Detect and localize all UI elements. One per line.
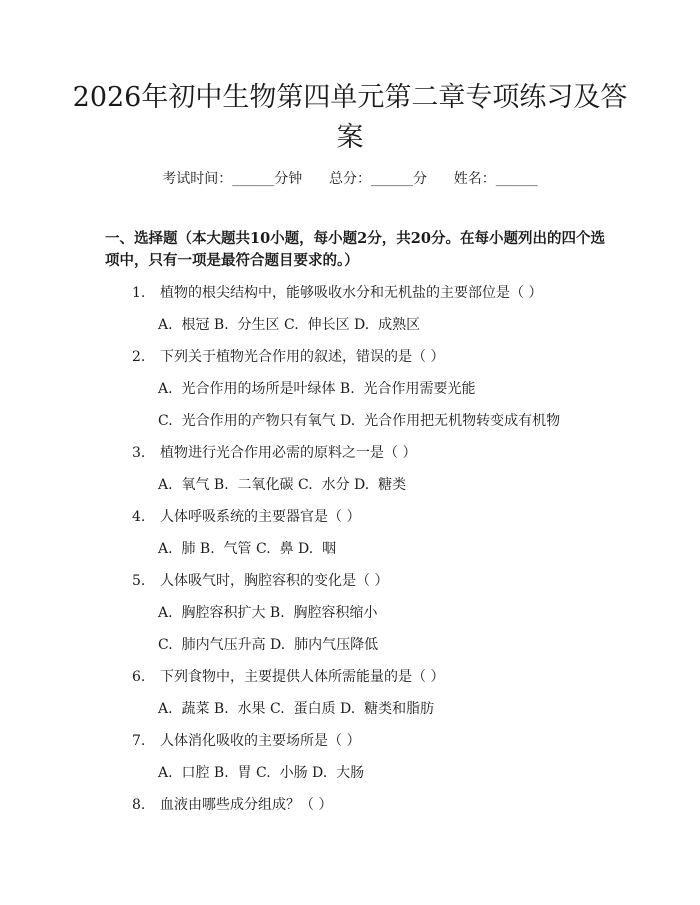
question-3-options: A. 氧气 B. 二氧化碳 C. 水分 D. 糖类 bbox=[158, 477, 407, 493]
question-stem: 血液由哪些成分组成？（ ） bbox=[160, 797, 333, 813]
question-1 bbox=[132, 282, 542, 302]
page-title: 2026年初中生物第四单元第二章专项练习及答案 bbox=[72, 82, 628, 153]
question-3 bbox=[132, 442, 416, 462]
question-2-options-row-1: A. 光合作用的场所是叶绿体 B. 光合作用需要光能 bbox=[158, 381, 476, 397]
question-4 bbox=[132, 506, 360, 526]
question-7 bbox=[132, 730, 360, 750]
question-number: 4. bbox=[132, 509, 146, 525]
question-number: 1. bbox=[132, 285, 146, 301]
question-number: 7. bbox=[132, 733, 146, 749]
exam-info-line: 考试时间：______分钟 总分：______分 姓名：______ bbox=[162, 171, 538, 187]
question-6 bbox=[132, 666, 444, 686]
question-stem: 植物进行光合作用必需的原料之一是（ ） bbox=[160, 445, 417, 461]
question-7-options: A. 口腔 B. 胃 C. 小肠 D. 大肠 bbox=[158, 765, 365, 781]
question-stem: 下列关于植物光合作用的叙述，错误的是（ ） bbox=[160, 349, 445, 365]
question-stem: 人体消化吸收的主要场所是（ ） bbox=[160, 733, 361, 749]
question-5 bbox=[132, 570, 388, 590]
question-stem: 人体吸气时，胸腔容积的变化是（ ） bbox=[160, 573, 389, 589]
question-number: 8. bbox=[132, 797, 146, 813]
question-number: 5. bbox=[132, 573, 146, 589]
question-number: 2. bbox=[132, 349, 146, 365]
question-stem: 人体呼吸系统的主要器官是（ ） bbox=[160, 509, 361, 525]
question-stem: 植物的根尖结构中，能够吸收水分和无机盐的主要部位是（ ） bbox=[160, 285, 543, 301]
question-1-options: A. 根冠 B. 分生区 C. 伸长区 D. 成熟区 bbox=[158, 317, 421, 333]
question-number: 6. bbox=[132, 669, 146, 685]
question-stem: 下列食物中，主要提供人体所需能量的是（ ） bbox=[160, 669, 445, 685]
question-number: 3. bbox=[132, 445, 146, 461]
section-heading: 一、选择题（本大题共10小题，每小题2分，共20分。在每小题列出的四个选项中，只有一项是最符合题目要求的。） bbox=[105, 230, 605, 269]
question-6-options: A. 蔬菜 B. 水果 C. 蛋白质 D. 糖类和脂肪 bbox=[158, 701, 435, 717]
question-4-options: A. 肺 B. 气管 C. 鼻 D. 咽 bbox=[158, 541, 337, 557]
question-5-options-row-1: A. 胸腔容积扩大 B. 胸腔容积缩小 bbox=[158, 605, 378, 621]
question-2-options-row-2: C. 光合作用的产物只有氧气 D. 光合作用把无机物转变成有机物 bbox=[158, 413, 561, 429]
question-8 bbox=[132, 794, 332, 814]
question-2 bbox=[132, 346, 444, 366]
question-5-options-row-2: C. 肺内气压升高 D. 肺内气压降低 bbox=[158, 637, 379, 653]
